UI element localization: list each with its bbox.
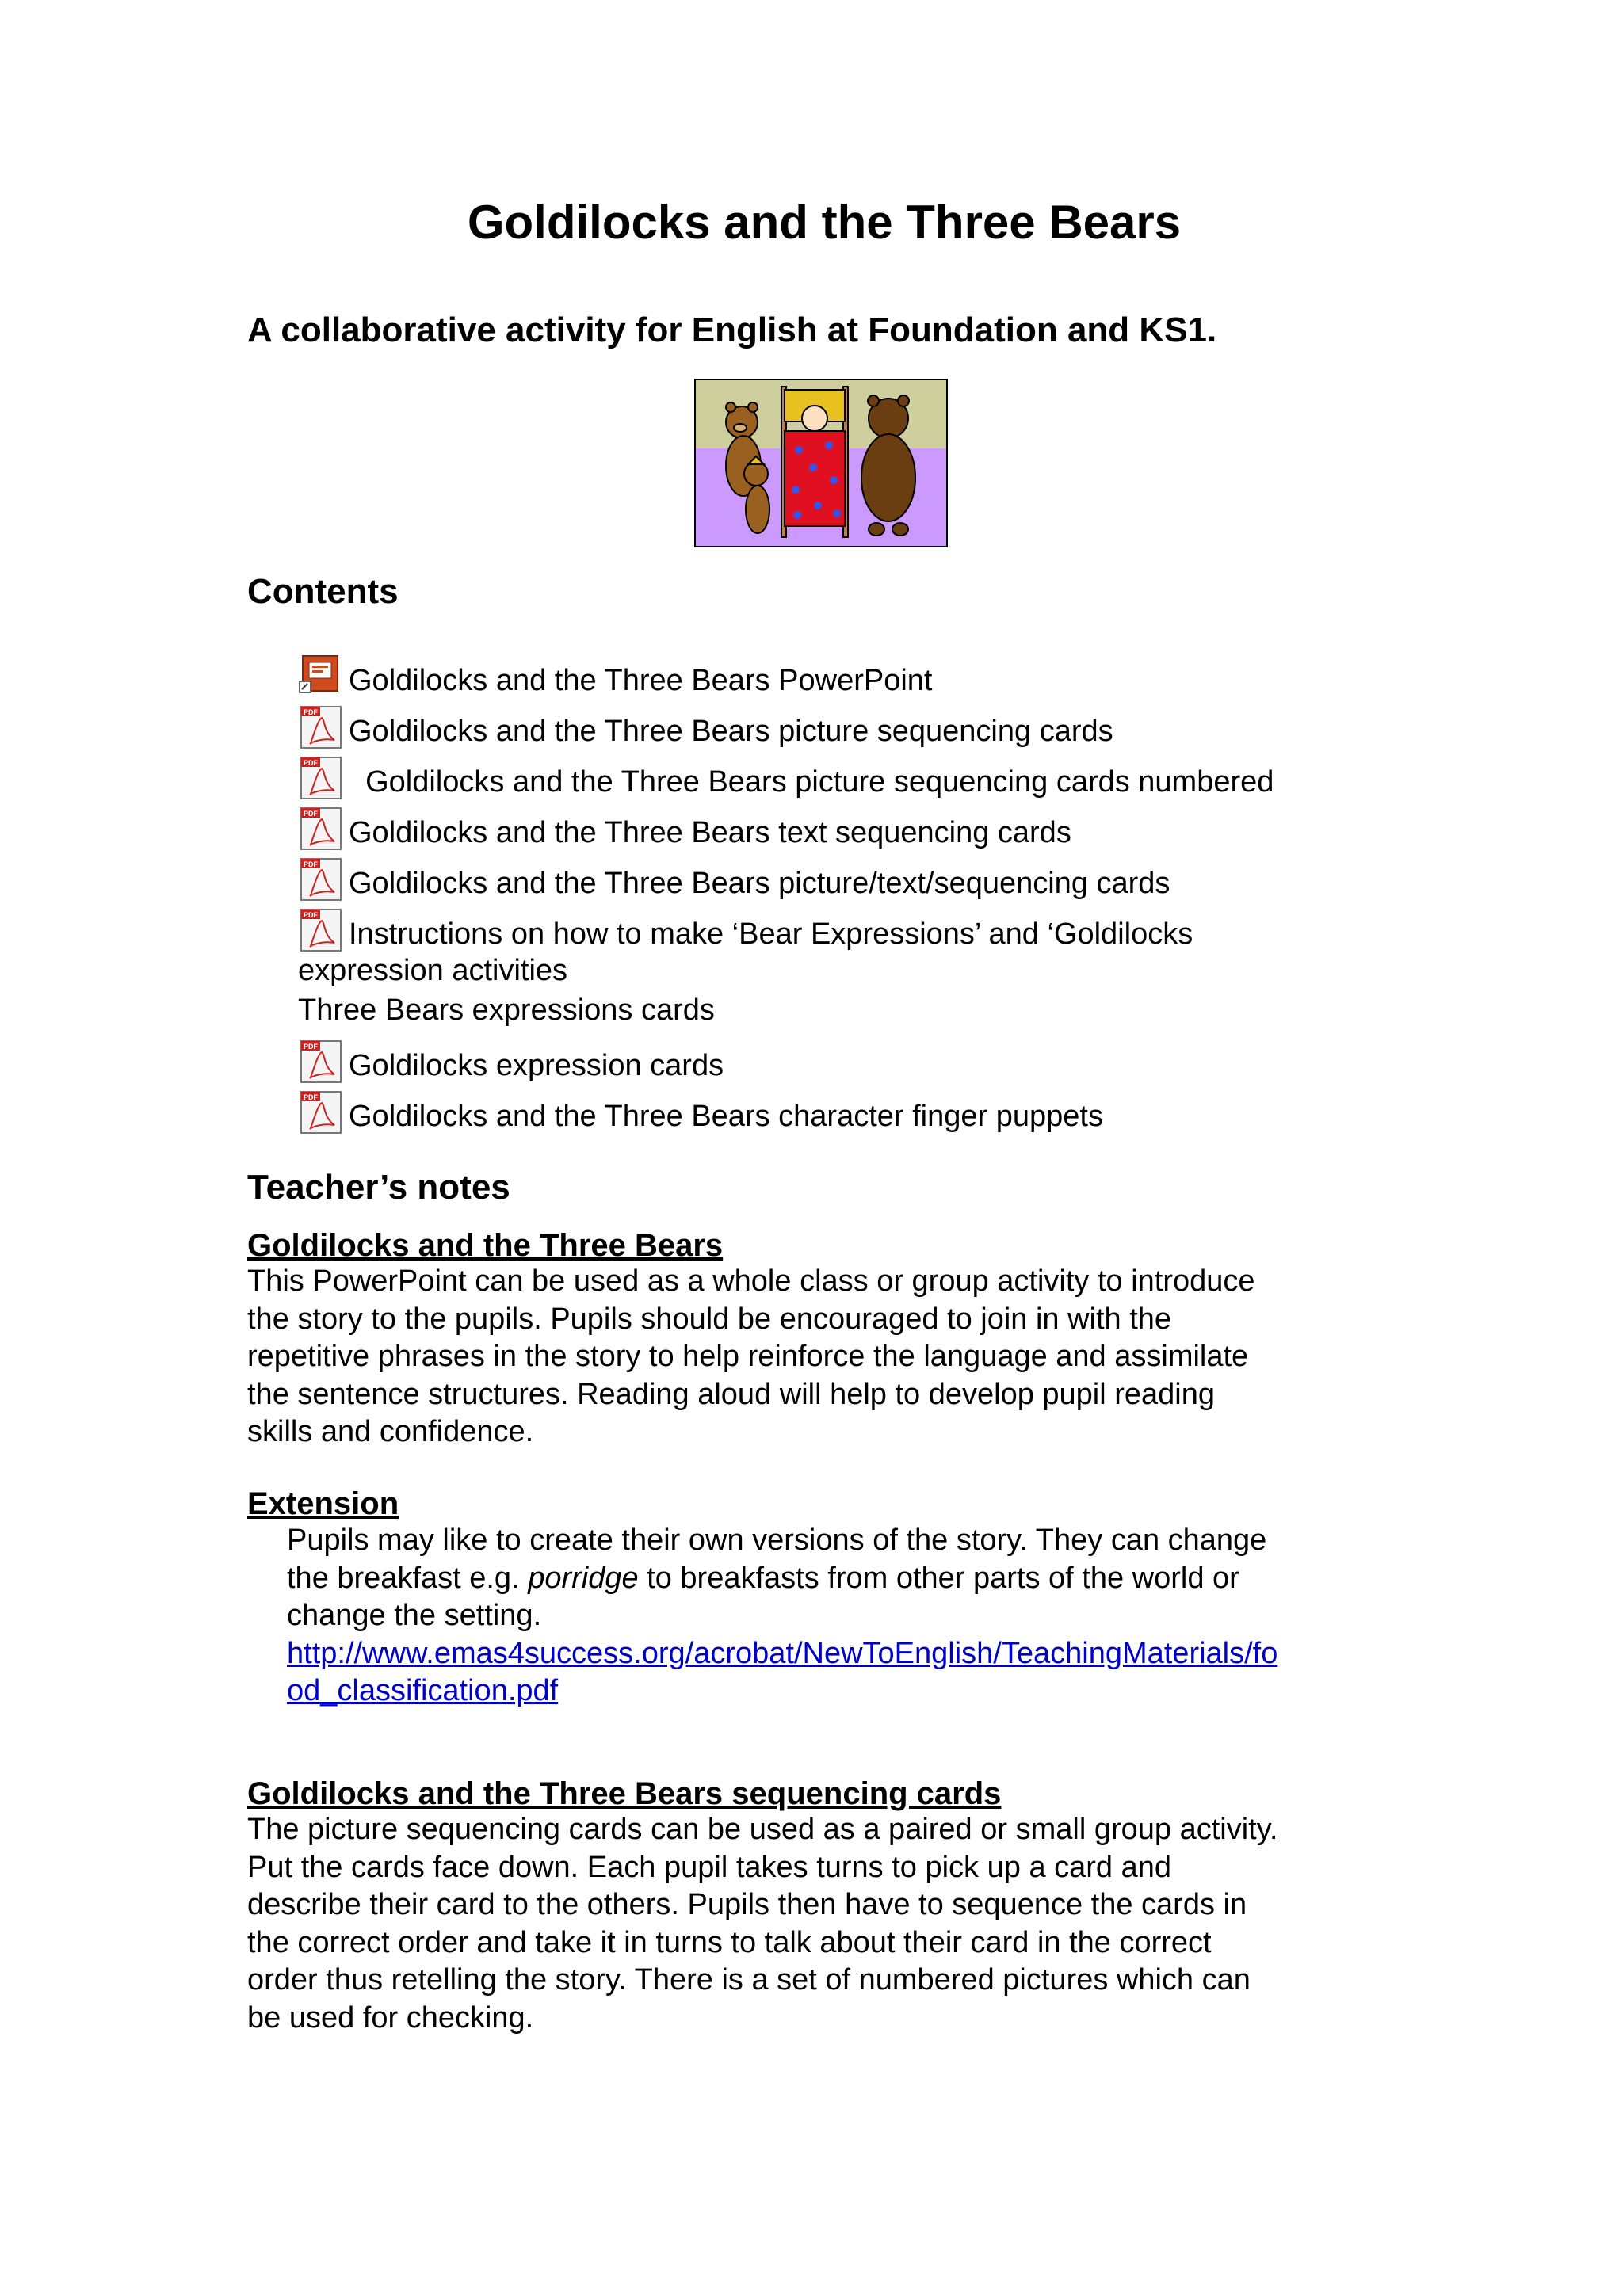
pdf-icon — [298, 756, 344, 800]
svg-text:PDF: PDF — [304, 1093, 318, 1101]
contents-item-picture-cards[interactable] — [298, 699, 1423, 749]
powerpoint-icon — [298, 654, 344, 699]
contents-item-label: Goldilocks and the Three Bears picture sequencing cards — [349, 715, 1113, 748]
section-body-sequencing-cards — [247, 1811, 1396, 2037]
contents-item-label: Goldilocks and the Three Bears character finger puppets — [349, 1100, 1103, 1133]
pdf-icon — [298, 1039, 344, 1084]
svg-text:PDF: PDF — [304, 1043, 318, 1051]
contents-item-continuation: expression activities — [298, 954, 568, 987]
body-line: Pupils may like to create their own versions of the story. They can change — [287, 1524, 1267, 1557]
page-title: Goldilocks and the Three Bears — [467, 196, 1182, 249]
section-heading-sequencing-cards: Goldilocks and the Three Bears sequencing cards — [247, 1776, 1002, 1811]
contents-item-label: Goldilocks and the Three Bears picture/text/sequencing cards — [349, 867, 1170, 900]
svg-text:PDF: PDF — [304, 759, 318, 767]
contents-item-bear-expressions[interactable]: Three Bears expressions cards — [298, 994, 715, 1027]
contents-item-text-cards[interactable] — [298, 800, 1423, 851]
pdf-icon — [298, 908, 344, 952]
contents-item-label: Goldilocks and the Three Bears picture sequencing cards numbered — [349, 765, 1274, 799]
extension-body — [287, 1522, 1412, 1711]
page-subtitle: A collaborative activity for English at Foundation and KS1. — [247, 311, 1217, 349]
contents-item-picture-cards-numbered[interactable] — [298, 749, 1423, 800]
pdf-icon — [298, 857, 344, 902]
body-line: Put the cards face down. Each pupil takes turns to pick up a card and — [247, 1850, 1172, 1884]
body-line: describe their card to the others. Pupils then have to sequence the cards in — [247, 1888, 1247, 1921]
body-line: This PowerPoint can be used as a whole class or group activity to introduce — [247, 1264, 1255, 1298]
pdf-icon — [298, 705, 344, 749]
body-line: the correct order and take it in turns to talk about their card in the correct — [247, 1925, 1212, 1959]
body-text: the breakfast e.g. — [287, 1561, 529, 1595]
svg-text:PDF: PDF — [304, 911, 318, 919]
contents-item-label: Goldilocks and the Three Bears PowerPoint — [349, 664, 933, 697]
contents-item-label: Instructions on how to make ‘Bear Expressions’ and ‘Goldilocks — [349, 917, 1193, 951]
pdf-icon — [298, 807, 344, 851]
bed — [781, 387, 848, 537]
body-line: skills and confidence. — [247, 1415, 534, 1448]
body-text: to breakfasts from other parts of the world or — [638, 1561, 1239, 1595]
contents-item-label: Goldilocks expression cards — [349, 1049, 724, 1082]
section-heading-powerpoint: Goldilocks and the Three Bears — [247, 1228, 724, 1263]
body-line: order thus retelling the story. There is a set of numbered pictures which can — [247, 1963, 1251, 1997]
contents-item-picture-text-cards[interactable] — [298, 851, 1423, 902]
contents-item-powerpoint[interactable] — [298, 648, 1423, 699]
body-line — [287, 1560, 1412, 1598]
body-line: The picture sequencing cards can be used as a paired or small group activity. — [247, 1813, 1278, 1846]
contents-heading: Contents — [247, 572, 399, 611]
emphasis-text: porridge — [528, 1561, 639, 1595]
contents-list — [298, 648, 1423, 1135]
extension-heading: Extension — [247, 1486, 399, 1521]
food-classification-link[interactable]: http://www.emas4success.org/acrobat/NewToEnglish/TeachingMaterials/fo — [287, 1636, 1278, 1670]
bears-bed-image — [694, 379, 948, 547]
baby-bear — [744, 456, 769, 533]
contents-item-finger-puppets[interactable] — [298, 1084, 1423, 1135]
body-line: the story to the pupils. Pupils should be encouraged to join in with the — [247, 1302, 1172, 1336]
section-body-powerpoint — [247, 1263, 1396, 1451]
food-classification-link-continued[interactable]: od_classification.pdf — [287, 1674, 559, 1707]
body-line: repetitive phrases in the story to help reinforce the language and assimilate — [247, 1340, 1249, 1373]
contents-item-goldilocks-expressions[interactable] — [298, 1033, 1423, 1084]
body-line: the sentence structures. Reading aloud will help to develop pupil reading — [247, 1377, 1216, 1411]
svg-text:PDF: PDF — [304, 810, 318, 818]
pdf-icon — [298, 1090, 344, 1135]
teachers-notes-heading: Teacher’s notes — [247, 1168, 510, 1207]
contents-item-instructions[interactable] — [298, 902, 1423, 952]
body-line: be used for checking. — [247, 2000, 534, 2035]
svg-text:PDF: PDF — [304, 708, 318, 716]
three-bears-illustration — [694, 379, 948, 547]
svg-text:PDF: PDF — [304, 860, 318, 868]
body-line: change the setting. — [287, 1599, 542, 1632]
contents-item-label: Goldilocks and the Three Bears text sequencing cards — [349, 816, 1071, 849]
